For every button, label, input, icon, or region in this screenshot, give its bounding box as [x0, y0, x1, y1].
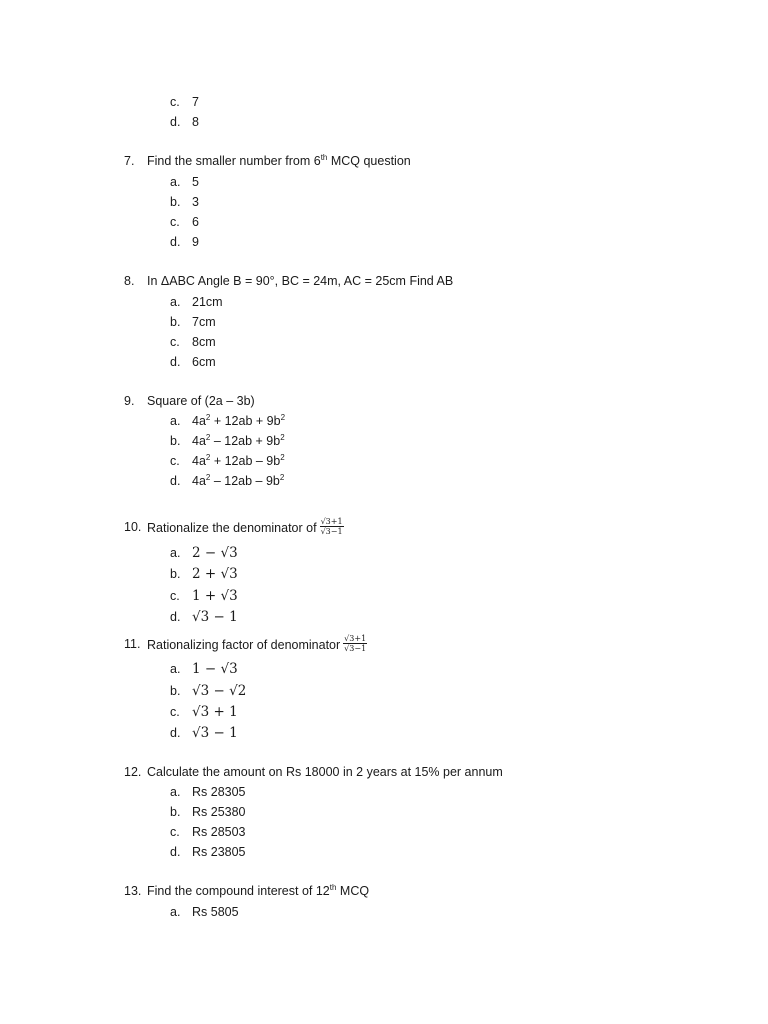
option-letter: c.	[170, 825, 180, 839]
option-text: Rs 5805	[192, 905, 239, 919]
option-text: 8	[192, 115, 199, 129]
option-text: 8cm	[192, 335, 216, 349]
option-letter: d.	[170, 845, 181, 859]
fraction	[343, 634, 367, 653]
option-text: $4a^2 + 12ab + 9b^2$	[192, 412, 286, 428]
option-letter: a.	[170, 414, 181, 428]
option-text: $4a^2 - 12ab - 9b^2$	[192, 472, 285, 488]
option-text: 6	[192, 215, 199, 229]
option-text: 1 − √3	[192, 661, 238, 677]
fraction-numerator: √3+1	[344, 634, 367, 643]
question-text: Find the compound interest of 12th MCQ	[147, 882, 370, 898]
question-text: Square of (2a – 3b)	[147, 394, 255, 408]
option-letter: d.	[170, 235, 181, 249]
option-text: √3 + 1	[192, 704, 238, 720]
question-text: Calculate the amount on Rs 18000 in 2 years at 15% per annum	[147, 765, 503, 779]
fraction-denominator: √3−1	[320, 527, 343, 536]
question-number: 13.	[124, 884, 142, 898]
question-text: Rationalize the denominator of $\frac{√3+1}{√3-1}$	[147, 517, 343, 536]
option-letter: d.	[170, 726, 181, 740]
question-text: Rationalizing factor of denominator $\frac{√3+1}{√3-1}$	[147, 634, 367, 653]
option-text: 21cm	[192, 295, 223, 309]
option-text: Rs 28305	[192, 785, 246, 799]
option-letter: b.	[170, 805, 181, 819]
option-text: 2 + √3	[192, 566, 238, 582]
option-text: √3 − 1	[192, 725, 238, 741]
question-number: 10.	[124, 520, 142, 534]
question-number: 7.	[124, 154, 135, 168]
option-text: 3	[192, 195, 199, 209]
option-letter: c.	[170, 95, 180, 109]
option-letter: a.	[170, 546, 181, 560]
option-text: √3 − √2	[192, 683, 247, 699]
option-text: 5	[192, 175, 199, 189]
option-text: 2 − √3	[192, 545, 238, 561]
option-letter: b.	[170, 195, 181, 209]
option-letter: b.	[170, 315, 181, 329]
option-text: √3 − 1	[192, 609, 238, 625]
question-text: In ΔABC Angle B = 90°, BC = 24m, AC = 25cm Find AB	[147, 274, 454, 288]
option-letter: a.	[170, 662, 181, 676]
option-letter: a.	[170, 785, 181, 799]
option-letter: c.	[170, 215, 180, 229]
option-text: Rs 25380	[192, 805, 246, 819]
option-letter: d.	[170, 355, 181, 369]
option-letter: b.	[170, 684, 181, 698]
option-text: $4a^2 - 12ab + 9b^2$	[192, 432, 285, 448]
option-letter: b.	[170, 434, 181, 448]
option-letter: d.	[170, 474, 181, 488]
option-text: $4a^2 + 12ab - 9b^2$	[192, 452, 285, 468]
option-letter: a.	[170, 905, 181, 919]
option-text: 7cm	[192, 315, 216, 329]
option-text: Rs 28503	[192, 825, 246, 839]
option-letter: a.	[170, 175, 181, 189]
option-text: Rs 23805	[192, 845, 246, 859]
fraction-denominator: √3−1	[344, 644, 367, 653]
question-text: Find the smaller number from 6th MCQ question	[147, 152, 411, 168]
option-text: 9	[192, 235, 199, 249]
option-text: 6cm	[192, 355, 216, 369]
question-number: 11.	[124, 637, 141, 651]
option-letter: d.	[170, 115, 181, 129]
fraction-numerator: √3+1	[320, 517, 343, 526]
option-letter: c.	[170, 454, 180, 468]
option-letter: c.	[170, 335, 180, 349]
option-letter: c.	[170, 705, 180, 719]
fraction	[320, 517, 344, 536]
option-text: 1 + √3	[192, 588, 238, 604]
option-letter: c.	[170, 589, 180, 603]
option-letter: a.	[170, 295, 181, 309]
option-text: 7	[192, 95, 199, 109]
question-number: 12.	[124, 765, 142, 779]
option-letter: b.	[170, 567, 181, 581]
question-number: 9.	[124, 394, 135, 408]
option-letter: d.	[170, 610, 181, 624]
question-number: 8.	[124, 274, 135, 288]
